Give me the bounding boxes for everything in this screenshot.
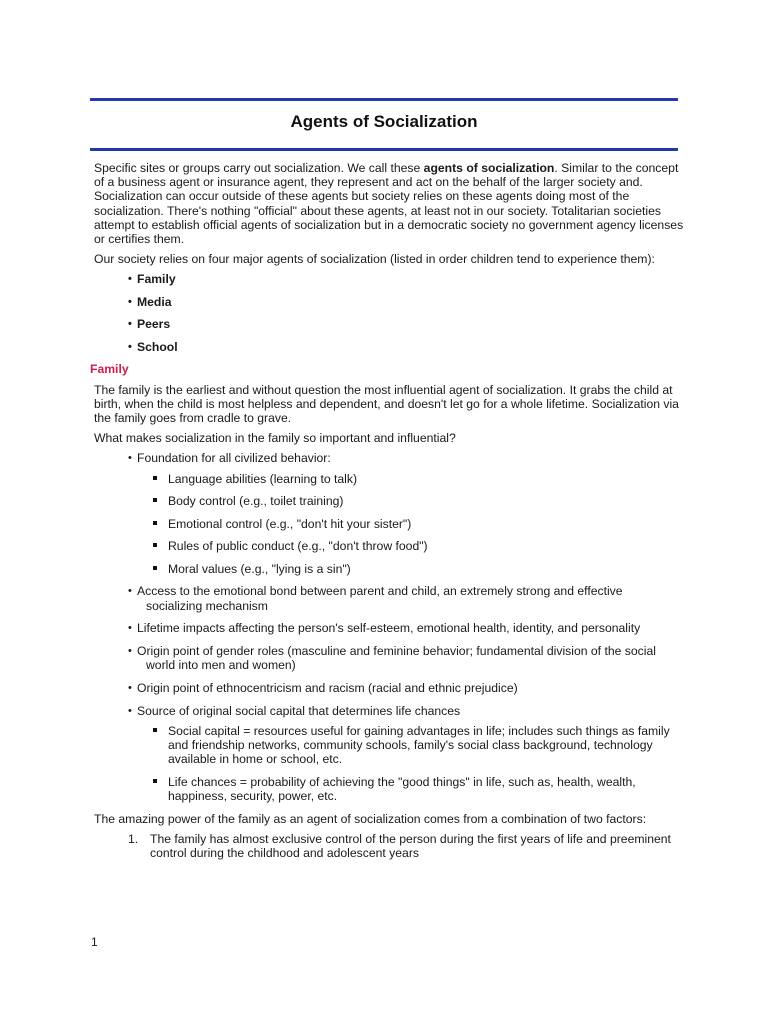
family-paragraph: The family is the earliest and without question the most influential agent of socialization. It grabs the child at birth, when the child is most helpless and dependent, and doesn't let go for a whole lifetime. Socialization via the family goes from cradle to grave. bbox=[94, 382, 679, 426]
intro-paragraph: Specific sites or groups carry out socialization. We call these agents of socialization. Similar to the concept of a business agent or insurance agent, they represent and act on the behalf of the larger society and. Socialization can occur outside of these agents but society relies on these agents doing most of the socialization. There's nothing "official" about these agents, at least not in our society. Totalitarian societies attempt to establish official agents of socialization but in a democratic society no government agency licenses or certifies them. bbox=[94, 161, 684, 247]
bold-term: agents of socialization bbox=[423, 161, 555, 175]
agents-intro: Our society relies on four major agents of socialization (listed in order children tend to experience them): bbox=[94, 252, 655, 267]
list-item: • Origin point of ethnocentricism and racism (racial and ethnic prejudice) bbox=[94, 681, 684, 695]
page-title: Agents of Socialization bbox=[290, 112, 478, 131]
foundation-sublist bbox=[94, 472, 684, 576]
list-item: • Peers bbox=[94, 317, 684, 331]
list-item: Social capital = resources useful for gaining advantages in life; includes such things as family and friendship networks, community schools, family's social class background, technology available in home or school, etc. bbox=[94, 724, 684, 767]
title-rule-bottom bbox=[90, 148, 678, 151]
title-rule-top bbox=[90, 98, 678, 101]
list-item: • School bbox=[94, 340, 684, 354]
list-item: Rules of public conduct (e.g., "don't throw food") bbox=[94, 539, 684, 553]
list-item: Body control (e.g., toilet training) bbox=[94, 494, 684, 508]
agents-list bbox=[94, 272, 684, 354]
document-body bbox=[90, 161, 684, 860]
factors-list bbox=[94, 832, 684, 860]
family-question: What makes socialization in the family so important and influential? bbox=[94, 431, 456, 446]
family-power-intro: The amazing power of the family as an agent of socialization comes from a combination of two factors: bbox=[94, 811, 647, 826]
list-item: • Foundation for all civilized behavior: Language abilities (learning to talk) Body control (e.g., toilet training) Emotional control (e.g., "don't hit your sister") Rules of public conduct (e.g., "don't throw food") Moral values (e.g., "lying is a sin") bbox=[94, 451, 684, 575]
section-heading-family: Family bbox=[90, 362, 129, 377]
list-item: • Origin point of gender roles (masculine and feminine behavior; fundamental division of the social world into men and women) bbox=[94, 644, 684, 672]
list-item: 1. The family has almost exclusive control of the person during the first years of life and preeminent control during the childhood and adolescent years bbox=[128, 831, 671, 860]
capital-sublist bbox=[94, 724, 684, 803]
list-item: • Lifetime impacts affecting the person's self-esteem, emotional health, identity, and personality bbox=[94, 621, 684, 635]
list-item: Emotional control (e.g., "don't hit your sister") bbox=[94, 517, 684, 531]
list-item: • Family bbox=[94, 272, 684, 286]
list-item: Language abilities (learning to talk) bbox=[94, 472, 684, 486]
page-number: 1 bbox=[91, 935, 98, 949]
list-item: Life chances = probability of achieving the "good things" in life, such as, health, wealth, happiness, security, power, etc. bbox=[94, 775, 684, 803]
list-item: Moral values (e.g., "lying is a sin") bbox=[94, 562, 684, 576]
list-item: • Source of original social capital that determines life chances Social capital = resources useful for gaining advantages in life; includes such things as family and friendship networks, community schools, family's social class background, technology available in home or school, etc. Life chances = probability of achieving the "good things" in life, such as, health, wealth, happiness, security, power, etc. bbox=[94, 704, 684, 804]
list-item: • Access to the emotional bond between parent and child, an extremely strong and effective socializing mechanism bbox=[94, 584, 684, 612]
family-reasons-list bbox=[94, 451, 684, 803]
list-item: • Media bbox=[94, 295, 684, 309]
